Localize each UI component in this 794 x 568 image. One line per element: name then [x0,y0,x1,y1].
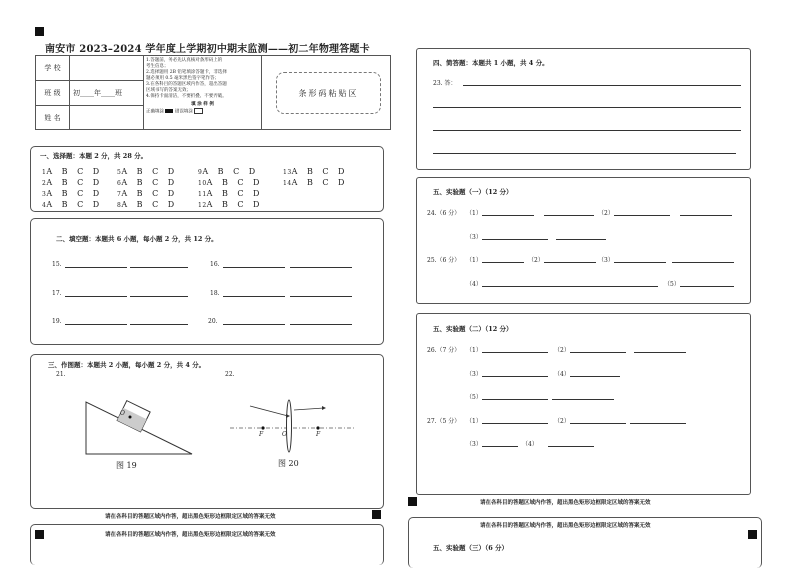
q24-blank[interactable] [556,239,606,240]
q27-part4: （4） [522,441,538,448]
choice-question[interactable] [283,167,345,176]
q22-label: 22. [225,371,235,378]
q27-part2: （2） [554,418,570,425]
q25-blank[interactable] [482,286,658,287]
choice-question[interactable] [283,178,345,187]
q27-blank[interactable] [570,423,626,424]
optical-center-label: O [282,431,287,438]
choice-question[interactable] [198,167,256,176]
question-number: 14 [283,180,292,187]
q26-part4: （4） [554,371,570,378]
choice-options[interactable]: A B C D [291,167,345,176]
q16-blank[interactable] [290,267,352,268]
q26-blank[interactable] [552,399,614,400]
choice-question[interactable] [198,200,260,209]
fill-correct-label: 正确填涂 [146,109,164,115]
q18-label: 18. [210,290,220,297]
fill-wrong-sample [194,108,203,114]
q26-part3: （3） [466,371,482,378]
q25-blank[interactable] [544,262,596,263]
q19-blank[interactable] [65,324,127,325]
q19-blank[interactable] [130,324,188,325]
choice-question[interactable] [117,200,175,209]
figure20-caption: 图 20 [278,459,299,468]
school-field[interactable] [70,56,144,81]
q27-blank[interactable] [482,423,548,424]
q20-blank[interactable] [290,324,352,325]
section1-title: 一、选择题：本题 2 分，共 28 分。 [40,152,148,160]
q18-blank[interactable] [223,296,285,297]
choice-options[interactable]: A B C D [121,178,175,187]
q26-part2: （2） [554,347,570,354]
q24-part2: （2） [598,210,614,217]
q25-part3: （3） [598,257,614,264]
question-number: 3 [42,191,47,198]
question-number: 11 [198,191,207,198]
section5a-title: 五、实验题（一）（12 分） [433,188,513,196]
barcode-area: 条形码粘贴区 [276,72,381,114]
q15-label: 15. [52,261,62,268]
boundary-warning: 请在各科目的答题区域内作答，超出黑色矩形边框限定区域的答案无效 [105,532,276,538]
q26-blank[interactable] [482,352,548,353]
q17-blank[interactable] [65,296,127,297]
q24-blank[interactable] [544,215,594,216]
q25-part2: （2） [528,257,544,264]
section5b-title: 五、实验题（二）（12 分） [433,325,513,333]
choice-options[interactable]: A B C D [291,178,345,187]
q24-blank[interactable] [614,215,670,216]
q26-blank[interactable] [482,376,548,377]
q24-part3: （3） [466,234,482,241]
choice-question[interactable] [117,189,175,198]
q27-part3: （3） [466,441,482,448]
choice-question[interactable] [117,167,175,176]
notice-line: 区域书写的答案无效； [146,88,191,93]
q27-label: 27.（5 分） [427,418,461,425]
q23-answer-line[interactable] [433,130,741,131]
q20-blank[interactable] [223,324,285,325]
q26-blank[interactable] [570,376,620,377]
choice-options[interactable]: A B C D [206,189,260,198]
fill-wrong-label: 错误填涂 [174,109,193,115]
q21-label: 21. [56,371,66,378]
boundary-warning: 请在各科目的答题区域内作答，超出黑色矩形边框限定区域的答案无效 [480,523,651,529]
q26-blank[interactable] [482,399,548,400]
notice-line: 2.选择题用 2B 铅笔填涂答题卡，非选择 [146,70,227,75]
name-field[interactable] [70,106,144,130]
question-number: 2 [42,180,47,187]
notice-cell [144,56,262,130]
question-number: 7 [117,191,122,198]
question-number: 9 [198,169,203,176]
question-number: 5 [117,169,122,176]
choice-question[interactable] [198,189,260,198]
choice-question[interactable] [42,178,100,187]
q26-label: 26.（7 分） [427,347,461,354]
section4-title: 四、简答题：本题共 1 小题，共 4 分。 [433,59,549,67]
corner-mark [35,27,44,36]
notice-line: 1.答题前，务必先认真核对条形码上的 [146,58,223,63]
q26-blank[interactable] [570,352,626,353]
q16-label: 16. [210,261,220,268]
choice-options[interactable]: A B C D [121,189,175,198]
q25-part1: （1） [466,257,482,264]
q25-part5: （5） [664,281,680,288]
q24-label: 24.（6 分） [427,210,461,217]
choice-options[interactable]: A B C D [46,189,100,198]
q26-part5: （5） [466,394,482,401]
boundary-warning: 请在各科目的答题区域内作答，超出黑色矩形边框限定区域的答案无效 [480,500,651,506]
question-number: 12 [198,202,207,209]
q15-blank[interactable] [130,267,188,268]
choice-question[interactable] [42,189,100,198]
corner-mark [372,510,381,519]
q17-blank[interactable] [130,296,188,297]
choice-options[interactable]: A B C D [202,167,256,176]
q27-blank[interactable] [548,446,594,447]
choice-options[interactable]: A B C D [46,178,100,187]
choice-options[interactable]: A B C D [121,167,175,176]
notice-line: 4.保持卡面清洁，不要折叠、不要弄破。 [146,94,227,99]
name-label: 姓 名 [36,106,70,130]
q17-label: 17. [52,290,62,297]
q16-blank[interactable] [223,267,285,268]
choice-options[interactable]: A B C D [206,200,260,209]
incline-figure[interactable] [80,388,200,458]
fill-example-title: 填 涂 样 例 [191,102,214,107]
q24-blank[interactable] [482,215,534,216]
question-number: 10 [198,180,207,187]
q23-answer-line[interactable] [463,85,741,86]
boundary-warning: 请在各科目的答题区域内作答，超出黑色矩形边框限定区域的答案无效 [105,514,276,520]
class-label: 班 级 [36,81,70,106]
q23-answer-line[interactable] [433,107,741,108]
figure19-caption: 图 19 [116,461,137,470]
q26-blank[interactable] [634,352,686,353]
q25-label: 25.（6 分） [427,257,461,264]
section3-title: 三、作图题：本题共 2 小题，每小题 2 分，共 4 分。 [48,361,206,369]
section2-title: 二、填空题：本题共 6 小题，每小题 2 分，共 12 分。 [56,235,218,243]
choice-question[interactable] [117,178,175,187]
question-number: 1 [42,169,47,176]
q26-part1: （1） [466,347,482,354]
choice-options[interactable]: A B C D [46,200,100,209]
choice-options[interactable]: A B C D [206,178,260,187]
point-o-label: O [120,410,125,417]
fill-correct-sample [165,109,173,113]
q27-part1: （1） [466,418,482,425]
notice-line: 题必须用 0.5 毫米黑色签字笔作答； [146,76,220,81]
question-number: 6 [117,180,122,187]
q25-part4: （4） [466,281,482,288]
lens-figure[interactable] [228,392,358,454]
q25-blank[interactable] [482,262,524,263]
q24-blank[interactable] [680,215,732,216]
q27-blank[interactable] [482,446,518,447]
question-number: 4 [42,202,47,209]
q23-label: 23. 答： [433,80,457,87]
focus-right-label: F [316,431,321,438]
q25-blank[interactable] [614,262,666,263]
q18-blank[interactable] [290,296,352,297]
q25-blank[interactable] [672,262,734,263]
choice-question[interactable] [42,200,100,209]
focus-left-label: F [259,431,264,438]
choice-question[interactable] [42,167,100,176]
section5c-title: 五、实验题（三）（6 分） [433,544,509,552]
choice-question[interactable] [198,178,260,187]
school-label: 学 校 [36,56,70,81]
notice-line: 3.在各科目的答题区域内作答，超出答题 [146,82,227,87]
q24-part1: （1） [466,210,482,217]
q23-answer-line[interactable] [433,153,736,154]
choice-options[interactable]: A B C D [121,200,175,209]
class-field[interactable]: 初____年____班 [70,81,144,106]
notice-line: 考生信息； [146,64,169,69]
q15-blank[interactable] [65,267,127,268]
q25-blank[interactable] [680,286,734,287]
question-number: 8 [117,202,122,209]
section-experiment-2 [416,313,751,495]
choice-options[interactable]: A B C D [46,167,100,176]
corner-mark [408,497,417,506]
q19-label: 19. [52,318,62,325]
question-number: 13 [283,169,292,176]
page-title: 南安市 2023–2024 学年度上学期初中期末监测——初二年物理答题卡 [45,44,370,55]
q27-blank[interactable] [630,423,686,424]
q20-label: 20. [208,318,218,325]
q24-blank[interactable] [482,239,548,240]
